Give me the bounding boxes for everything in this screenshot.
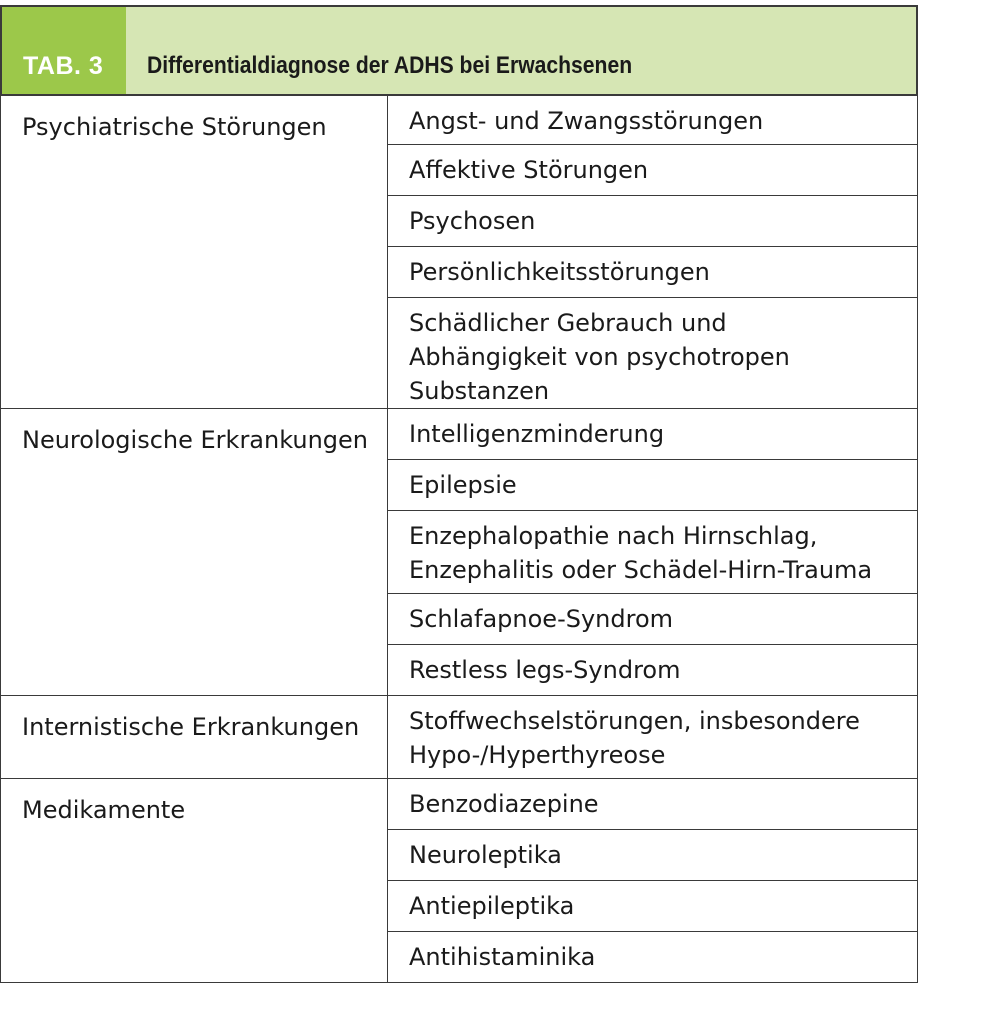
diagnosis-table-body [0, 95, 918, 983]
table-title: Differentialdiagnose der ADHS bei Erwachsenen [147, 52, 633, 79]
diagnosis-item-cell: Enzephalopathie nach Hirnschlag, Enzephalitis oder Schädel-Hirn-Trauma [388, 511, 918, 594]
table-row [1, 96, 918, 145]
table-row [1, 696, 918, 779]
differential-diagnosis-table [0, 5, 918, 983]
table-row [1, 779, 918, 830]
diagnosis-item-cell: Stoffwechselstörungen, insbesondere Hypo-/Hyperthyreose [388, 696, 918, 779]
diagnosis-item-cell: Psychosen [388, 196, 918, 247]
category-cell: Medikamente [1, 779, 388, 983]
diagnosis-item-cell: Affektive Störungen [388, 145, 918, 196]
category-cell: Neurologische Erkrankungen [1, 409, 388, 696]
diagnosis-item-cell: Persönlichkeitsstörungen [388, 247, 918, 298]
diagnosis-item-cell: Antiepileptika [388, 881, 918, 932]
table-header [0, 5, 918, 95]
diagnosis-item-cell: Restless legs-Syndrom [388, 645, 918, 696]
category-cell: Internistische Erkrankungen [1, 696, 388, 779]
category-cell: Psychiatrische Störungen [1, 96, 388, 409]
diagnosis-item-cell: Schädlicher Gebrauch und Abhängigkeit von psychotropen Substanzen [388, 298, 918, 409]
diagnosis-item-cell: Neuroleptika [388, 830, 918, 881]
diagnosis-item-cell: Epilepsie [388, 460, 918, 511]
table-number-label: TAB. 3 [2, 7, 126, 94]
diagnosis-item-cell: Benzodiazepine [388, 779, 918, 830]
diagnosis-item-cell: Antihistaminika [388, 932, 918, 983]
table-row [1, 409, 918, 460]
diagnosis-item-cell: Intelligenzminderung [388, 409, 918, 460]
diagnosis-item-cell: Angst- und Zwangsstörungen [388, 96, 918, 145]
diagnosis-item-cell: Schlafapnoe-Syndrom [388, 594, 918, 645]
